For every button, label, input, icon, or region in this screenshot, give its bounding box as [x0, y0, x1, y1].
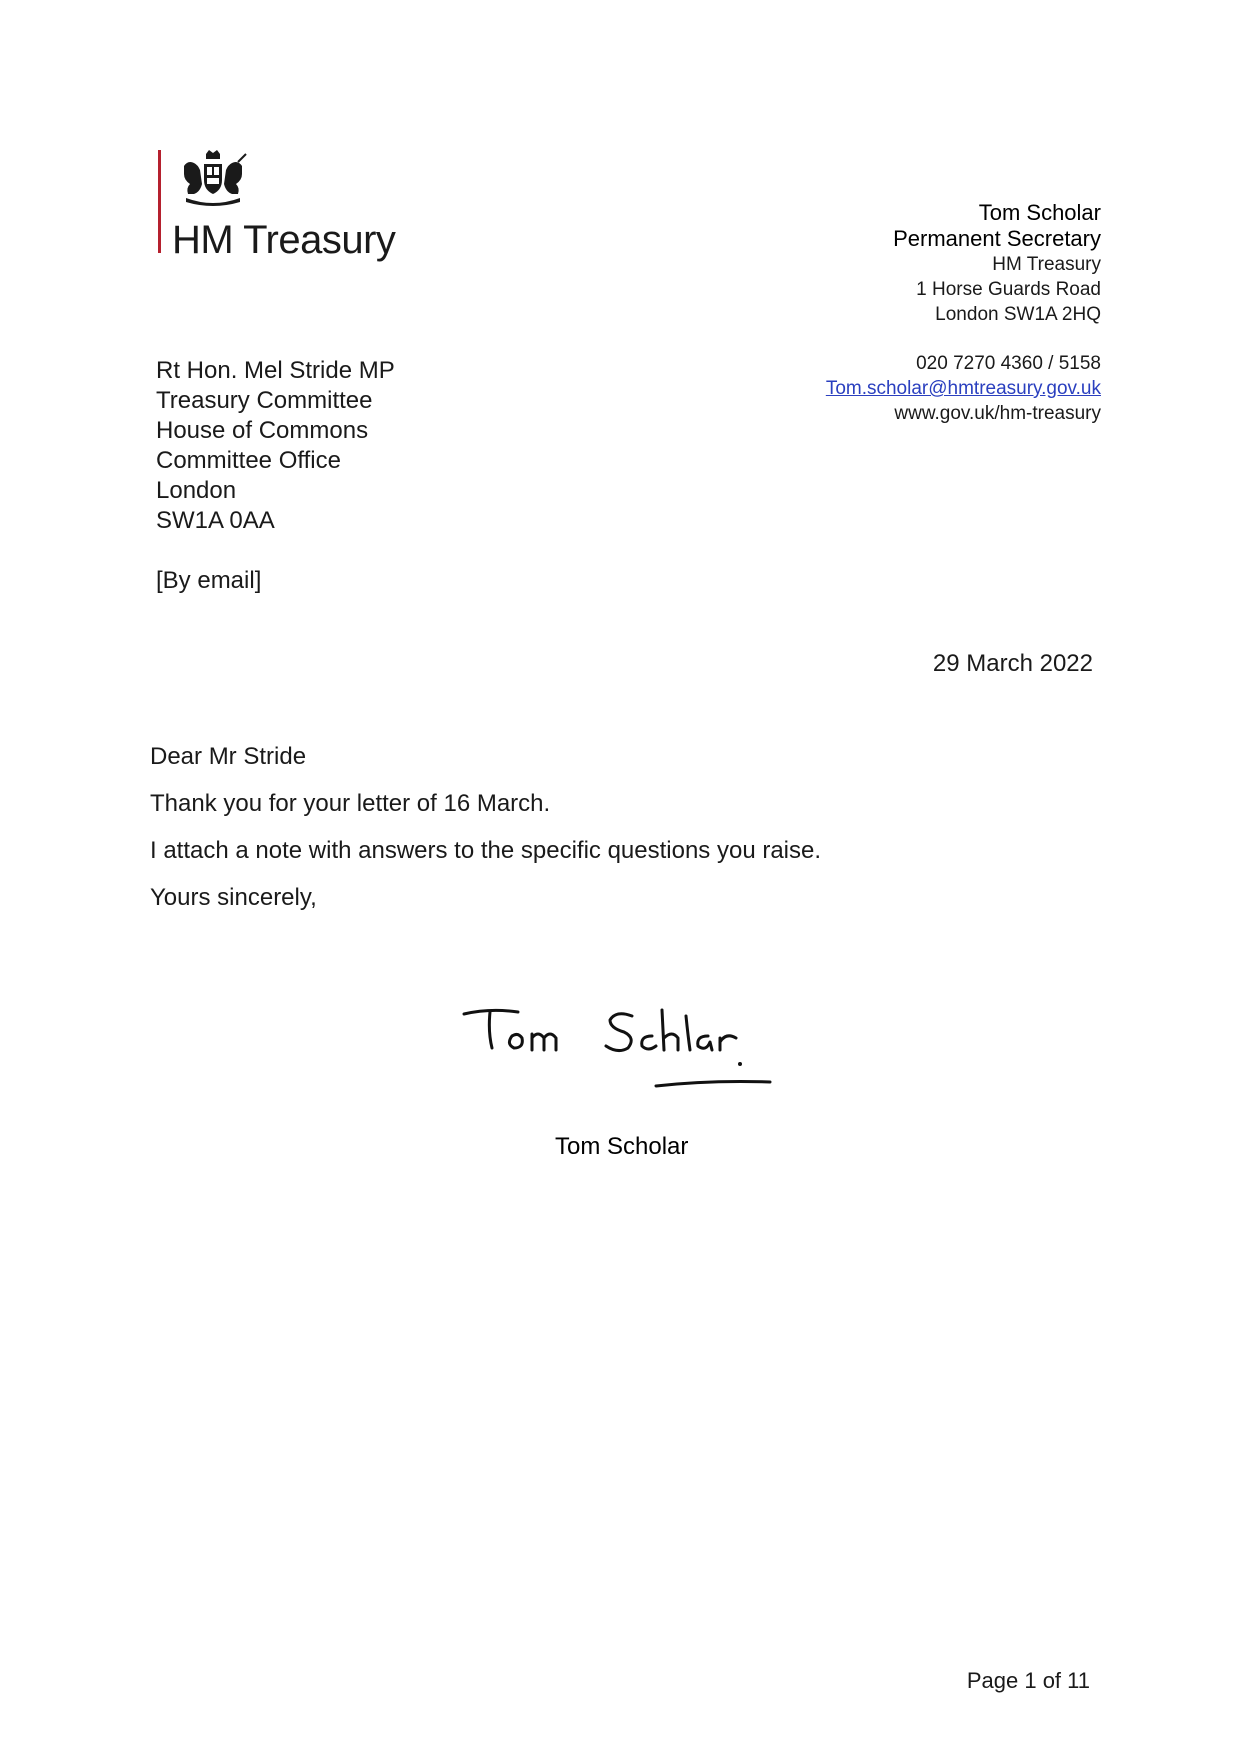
- recipient-line: Treasury Committee: [156, 387, 373, 414]
- recipient-line: SW1A 0AA: [156, 507, 275, 534]
- sender-address-line-1: HM Treasury: [992, 254, 1101, 275]
- sender-address-line-3: London SW1A 2HQ: [935, 304, 1101, 325]
- sender-website: www.gov.uk/hm-treasury: [894, 403, 1101, 424]
- recipient-line: Rt Hon. Mel Stride MP: [156, 357, 395, 384]
- sender-contact: [826, 351, 1101, 426]
- sender-address-line-2: 1 Horse Guards Road: [916, 279, 1101, 300]
- hm-treasury-logo: [158, 150, 418, 260]
- sender-email-link[interactable]: Tom.scholar@hmtreasury.gov.uk: [825, 378, 1101, 399]
- logo-accent-bar: [158, 150, 161, 253]
- royal-coat-of-arms-icon: [178, 150, 248, 208]
- recipient-line: House of Commons: [156, 417, 369, 444]
- sender-name: Tom Scholar: [978, 200, 1101, 225]
- delivery-note: [By email]: [156, 567, 262, 594]
- sender-role: Permanent Secretary: [893, 226, 1101, 251]
- letter-date: 29 March 2022: [932, 650, 1093, 677]
- recipient-line: Committee Office: [156, 447, 341, 474]
- salutation: Dear Mr Stride: [150, 743, 307, 770]
- recipient-address: [156, 356, 395, 536]
- page-number: Page 1 of 11: [966, 1668, 1090, 1693]
- signer-name: Tom Scholar: [555, 1133, 689, 1160]
- logo-wordmark: HM Treasury: [172, 218, 396, 262]
- body-paragraph: I attach a note with answers to the specific questions you raise.: [150, 837, 822, 864]
- letter-body: [150, 742, 821, 930]
- recipient-line: London: [156, 477, 237, 504]
- signature-drawing: [460, 996, 820, 1106]
- sender-block: [826, 200, 1101, 426]
- body-paragraph: Thank you for your letter of 16 March.: [150, 790, 551, 817]
- closing: Yours sincerely,: [150, 884, 317, 911]
- handwritten-signature: [460, 996, 820, 1106]
- sender-phone: 020 7270 4360 / 5158: [916, 353, 1101, 374]
